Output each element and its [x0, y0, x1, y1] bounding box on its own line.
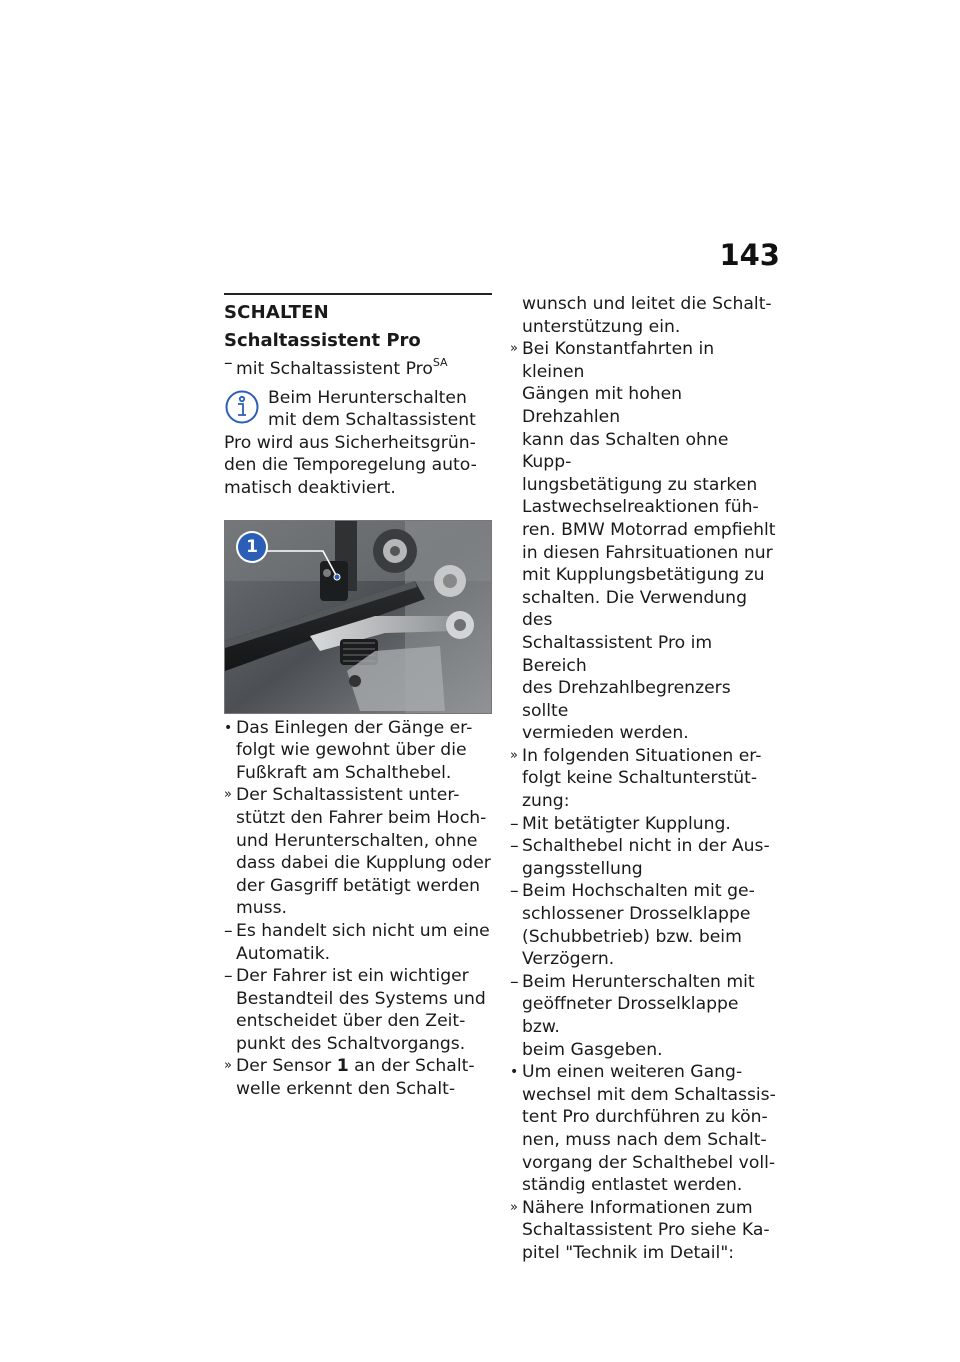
list-item — [510, 971, 778, 1061]
item-line: nen, muss nach dem Schalt- — [522, 1129, 767, 1150]
list-item — [224, 920, 492, 965]
item-line: Das Einlegen der Gänge er- — [236, 717, 473, 738]
item-line: wechsel mit dem Schaltassis- — [522, 1084, 776, 1105]
item-line: Beim Hochschalten mit ge- — [522, 881, 755, 902]
item-line: entscheidet über den Zeit- — [236, 1011, 466, 1032]
item-line: schalten. Die Verwendung des — [522, 587, 747, 631]
item-line: unterstützung ein. — [522, 316, 681, 337]
item-line: folgt wie gewohnt über die — [236, 740, 467, 761]
sensor-reference-number: 1 — [336, 1056, 349, 1077]
sensor-text-before: Der Sensor — [236, 1056, 337, 1077]
item-line: Nähere Informationen zum — [522, 1197, 753, 1218]
section-title: SCHALTEN — [224, 302, 329, 323]
item-line: in diesen Fahrsituationen nur — [522, 542, 773, 563]
item-line: punkt des Schaltvorgangs. — [236, 1033, 466, 1054]
item-line: vermieden werden. — [522, 723, 689, 744]
list-item — [510, 745, 778, 813]
item-line: geöffneter Drosselklappe bzw. — [522, 994, 739, 1037]
list-item — [510, 1061, 778, 1197]
subsection-title: Schaltassistent Pro — [224, 330, 421, 351]
item-line: Lastwechselreaktionen füh- — [522, 497, 759, 518]
item-line: Beim Herunterschalten mit — [522, 971, 755, 992]
item-line: der Gasgriff betätigt werden — [236, 875, 481, 896]
bullet-marker: • — [510, 1064, 519, 1081]
item-line: folgt keine Schaltunterstüt- — [522, 768, 758, 789]
item-line: Der Schaltassistent unter- — [236, 785, 460, 806]
list-item — [510, 880, 778, 970]
item-line: Bestandteil des Systems und — [236, 988, 486, 1009]
result-marker: » — [510, 1199, 518, 1215]
item-line: ren. BMW Motorrad empfiehlt — [522, 519, 776, 540]
item-line: Mit betätigter Kupplung. — [522, 813, 731, 834]
result-marker: » — [510, 747, 518, 763]
item-line: tent Pro durchführen zu kön- — [522, 1107, 768, 1128]
item-line: Bei Konstantfahrten in kleinen — [522, 339, 715, 382]
result-marker: » — [510, 341, 518, 357]
page-number: 143 — [719, 238, 780, 272]
item-line: Schaltassistent Pro siehe Ka- — [522, 1220, 770, 1241]
item-line — [236, 1055, 492, 1078]
dash-marker: – — [510, 881, 519, 902]
equipment-line — [224, 352, 492, 381]
item-line: (Schubbetrieb) bzw. beim — [522, 926, 742, 947]
bullet-marker: • — [224, 719, 233, 736]
list-item — [224, 1055, 492, 1100]
item-line: Schalthebel nicht in der Aus- — [522, 836, 770, 857]
list-item — [510, 1197, 778, 1265]
item-line: dass dabei die Kupplung oder — [236, 853, 491, 874]
result-marker: » — [224, 1058, 232, 1074]
special-equipment-superscript: SA — [432, 356, 448, 369]
list-item — [224, 965, 492, 1055]
list-item — [510, 835, 778, 880]
list-item — [510, 338, 778, 745]
item-line: des Drehzahlbegrenzers sollte — [522, 678, 731, 721]
section-divider — [224, 293, 492, 295]
dash-marker: – — [224, 920, 233, 941]
item-line: In folgenden Situationen er- — [522, 745, 762, 766]
list-item — [224, 784, 492, 920]
item-line: Automatik. — [236, 943, 331, 964]
right-column — [510, 293, 778, 1265]
note-line: den die Temporegelung auto- — [224, 455, 477, 476]
dash-marker: – — [510, 836, 519, 857]
list-item — [224, 717, 492, 785]
item-line: welle erkennt den Schalt- — [236, 1079, 456, 1100]
item-line: schlossener Drosselklappe — [522, 904, 751, 925]
list-item-continuation — [510, 293, 778, 338]
item-line: mit Kupplungsbetätigung zu — [522, 565, 765, 586]
item-line: Schaltassistent Pro im Bereich — [522, 632, 713, 676]
note-line: matisch deaktiviert. — [224, 477, 396, 498]
sensor-text-after: an der Schalt- — [348, 1056, 475, 1077]
note-line: Pro wird aus Sicherheitsgrün- — [224, 432, 476, 453]
list-item — [510, 813, 778, 836]
item-line: pitel "Technik im Detail": — [522, 1242, 735, 1263]
item-line: Es handelt sich nicht um eine — [236, 920, 490, 941]
left-column — [224, 293, 492, 1101]
item-line: gangsstellung — [522, 858, 643, 879]
continuation-indent — [510, 293, 522, 338]
dash-marker: – — [510, 813, 519, 834]
item-line: lungsbetätigung zu starken — [522, 474, 758, 495]
callout-1: 1 — [238, 533, 266, 561]
item-line: und Herunterschalten, ohne — [236, 830, 478, 851]
item-line: wunsch und leitet die Schalt- — [522, 294, 772, 314]
item-line: ständig entlastet werden. — [522, 1175, 743, 1196]
item-line: muss. — [236, 898, 288, 919]
item-line: vorgang der Schalthebel voll- — [522, 1152, 776, 1173]
item-line: stützt den Fahrer beim Hoch- — [236, 807, 487, 828]
gear-shift-photo — [224, 520, 492, 714]
result-marker: » — [224, 787, 232, 803]
info-icon — [224, 389, 260, 425]
item-line: kann das Schalten ohne Kupp- — [522, 429, 729, 473]
dash-marker: – — [224, 353, 233, 373]
dash-marker: – — [224, 966, 233, 987]
item-line: Der Fahrer ist ein wichtiger — [236, 966, 469, 987]
item-line: Um einen weiteren Gang- — [522, 1062, 743, 1083]
item-line: Fußkraft am Schalthebel. — [236, 762, 452, 783]
item-line: beim Gasgeben. — [522, 1039, 663, 1060]
item-line: zung: — [522, 791, 570, 812]
note-line: Beim Herunterschalten — [268, 387, 467, 408]
note-line: mit dem Schaltassistent — [268, 410, 476, 431]
item-line: Verzögern. — [522, 949, 615, 970]
dash-marker: – — [510, 971, 519, 992]
safety-note — [224, 387, 492, 500]
equipment-text: mit Schaltassistent Pro — [236, 359, 433, 379]
item-line: Gängen mit hohen Drehzahlen — [522, 384, 683, 427]
